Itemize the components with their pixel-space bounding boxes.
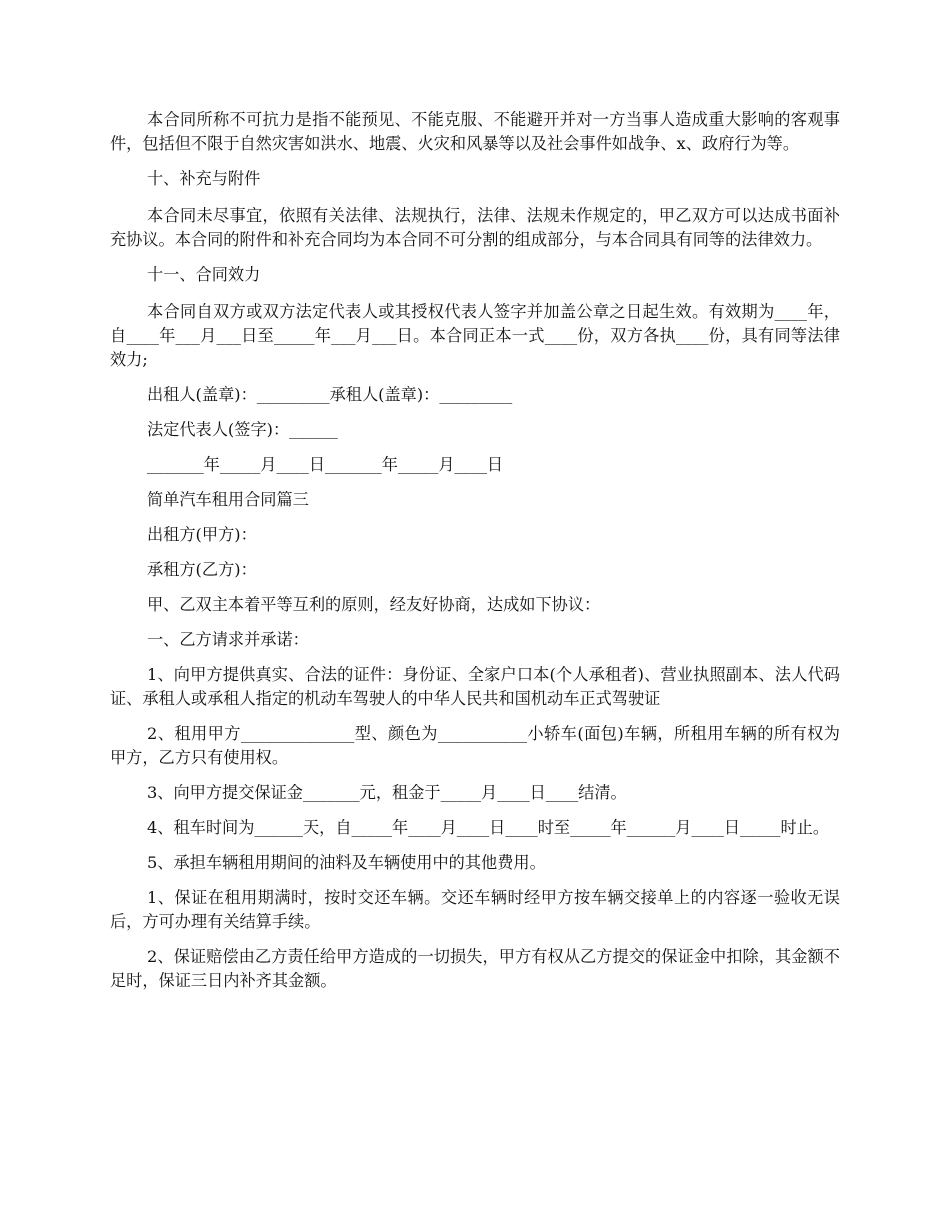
document-body	[110, 108, 840, 1004]
section-heading-supplement: 十、补充与附件	[147, 169, 261, 188]
section-heading-validity: 十一、合同效力	[147, 265, 261, 284]
party-lessor: 出租方(甲方)：	[147, 525, 257, 544]
clause-vehicle: 2、租用甲方______________型、颜色为___________小轿车(面包)车辆，所租用车辆的所有权为甲方，乙方只有使用权。	[110, 724, 840, 767]
clause-expenses: 5、承担车辆租用期间的油料及车辆使用中的其他费用。	[147, 853, 546, 872]
clause-return-vehicle: 1、保证在租用期满时，按时交还车辆。交还车辆时经甲方按车辆交接单上的内容逐一验收无误后，方可办理有关结算手续。	[110, 888, 840, 931]
clause-documents: 1、向甲方提供真实、合法的证件：身份证、全家户口本(个人承租者)、营业执照副本、法人代码证、承租人或承租人指定的机动车驾驶人的中华人民共和国机动车正式驾驶证	[110, 665, 840, 708]
contract-title-part-three: 简单汽车租用合同篇三	[147, 490, 309, 509]
paragraph-supplement: 本合同未尽事宜，依照有关法律、法规执行，法律、法规未作规定的，甲乙双方可以达成书面补充协议。本合同的附件和补充合同均为本合同不可分割的组成部分，与本合同具有同等的法律效力。	[110, 206, 840, 249]
signature-line-dates: _______年_____月____日_______年_____月____日	[147, 455, 504, 474]
party-lessee: 承租方(乙方)：	[147, 560, 257, 579]
signature-line-representative: 法定代表人(签字)：______	[147, 420, 338, 439]
paragraph-validity: 本合同自双方或双方法定代表人或其授权代表人签字并加盖公章之日起生效。有效期为____年，自____年___月___日至_____年___月___日。本合同正本一式____份，双方各执____份，具有同等法律效力;	[110, 302, 840, 369]
paragraph-preamble: 甲、乙双主本着平等互利的原则，经友好协商，达成如下协议：	[147, 595, 601, 614]
section-heading-lessee-commitments: 一、乙方请求并承诺：	[147, 630, 309, 649]
clause-rental-period: 4、租车时间为______天，自_____年____月____日____时至_____年______月____日_____时止。	[147, 818, 830, 837]
clause-deposit: 3、向甲方提交保证金_______元，租金于_____月____日____结清。	[147, 783, 627, 802]
paragraph-force-majeure-definition: 本合同所称不可抗力是指不能预见、不能克服、不能避开并对一方当事人造成重大影响的客观事件，包括但不限于自然灾害如洪水、地震、火灾和风暴等以及社会事件如战争、x、政府行为等。	[110, 110, 840, 153]
signature-line-parties: 出租人(盖章)：_________承租人(盖章)：_________	[147, 385, 513, 404]
clause-compensation: 2、保证赔偿由乙方责任给甲方造成的一切损失，甲方有权从乙方提交的保证金中扣除，其金额不足时，保证三日内补齐其金额。	[110, 947, 840, 990]
